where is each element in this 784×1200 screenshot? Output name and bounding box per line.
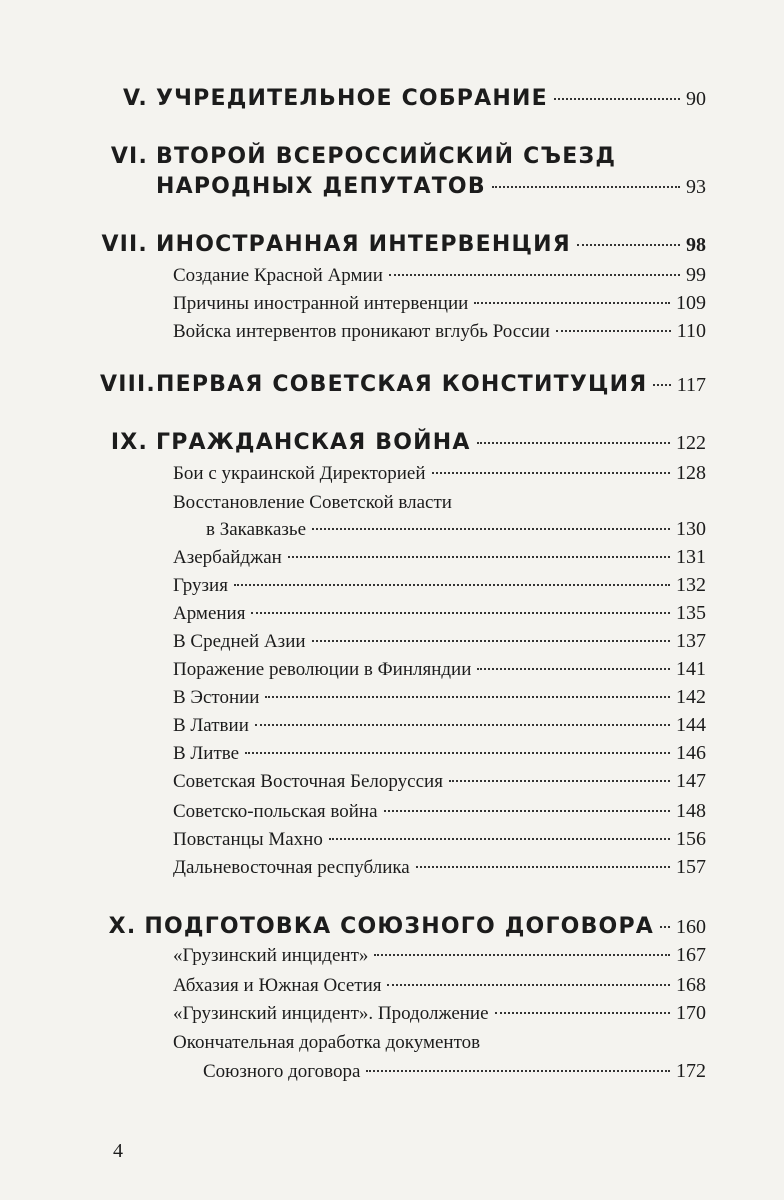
chapter-number: IX. bbox=[110, 430, 148, 455]
dot-leader bbox=[234, 584, 670, 586]
page-number: 167 bbox=[676, 944, 706, 966]
toc-entry bbox=[173, 658, 706, 681]
entry-title: В Латвии bbox=[173, 715, 249, 736]
toc-entry bbox=[173, 602, 706, 625]
toc-chapter-6-line2 bbox=[156, 174, 706, 199]
toc-entry-multiline bbox=[173, 492, 706, 514]
toc-chapter-5 bbox=[100, 86, 706, 111]
toc-entry-multiline bbox=[173, 1032, 706, 1054]
entry-title: Поражение революции в Финляндии bbox=[173, 659, 472, 680]
entry-title: Окончательная доработка документов bbox=[173, 1032, 481, 1053]
dot-leader bbox=[556, 330, 671, 332]
dot-leader bbox=[374, 954, 670, 956]
toc-entry bbox=[206, 518, 706, 541]
entry-title: Армения bbox=[173, 603, 246, 624]
chapter-title: ИНОСТРАННАЯ ИНТЕРВЕНЦИЯ bbox=[156, 232, 571, 257]
dot-leader bbox=[288, 556, 670, 558]
entry-title-continued: Союзного договора bbox=[203, 1061, 361, 1082]
page-number: 99 bbox=[686, 264, 706, 286]
page-number: 142 bbox=[676, 686, 706, 708]
toc-entry bbox=[173, 292, 706, 315]
toc-entry bbox=[173, 546, 706, 569]
dot-leader bbox=[449, 780, 670, 782]
chapter-title: ПОДГОТОВКА СОЮЗНОГО ДОГОВОРА bbox=[144, 914, 654, 939]
page-number: 141 bbox=[676, 658, 706, 680]
entry-title: «Грузинский инцидент». Продолжение bbox=[173, 1003, 489, 1024]
page-number: 172 bbox=[676, 1060, 706, 1082]
page-number: 109 bbox=[676, 292, 706, 314]
toc-entry bbox=[173, 770, 706, 793]
dot-leader bbox=[265, 696, 670, 698]
toc-entry bbox=[173, 800, 706, 823]
page-number: 110 bbox=[676, 320, 706, 342]
entry-title: В Средней Азии bbox=[173, 631, 306, 652]
page-number: 144 bbox=[676, 714, 706, 736]
entry-title: Создание Красной Армии bbox=[173, 265, 383, 286]
dot-leader bbox=[251, 612, 670, 614]
dot-leader bbox=[653, 384, 670, 386]
entry-title: Бои с украинской Директорией bbox=[173, 463, 426, 484]
page-number: 135 bbox=[676, 602, 706, 624]
page-number: 98 bbox=[686, 234, 706, 256]
dot-leader bbox=[474, 302, 670, 304]
page-number: 137 bbox=[676, 630, 706, 652]
dot-leader bbox=[366, 1070, 670, 1072]
dot-leader bbox=[495, 1012, 670, 1014]
dot-leader bbox=[389, 274, 680, 276]
dot-leader bbox=[416, 866, 670, 868]
toc-entry bbox=[173, 574, 706, 597]
entry-title: Грузия bbox=[173, 575, 228, 596]
entry-title: В Литве bbox=[173, 743, 240, 764]
dot-leader bbox=[387, 984, 670, 986]
chapter-number: V. bbox=[123, 86, 148, 111]
page-number: 128 bbox=[676, 462, 706, 484]
toc-chapter-10 bbox=[100, 914, 706, 939]
toc-entry bbox=[173, 714, 706, 737]
toc-chapter-6-line1 bbox=[100, 144, 706, 169]
entry-title: Советская Восточная Белоруссия bbox=[173, 771, 443, 792]
toc-entry bbox=[173, 944, 706, 967]
chapter-title: ПЕРВАЯ СОВЕТСКАЯ КОНСТИТУЦИЯ bbox=[156, 372, 648, 397]
page-number: 117 bbox=[676, 374, 706, 396]
dot-leader bbox=[554, 98, 680, 100]
entry-title: «Грузинский инцидент» bbox=[173, 945, 369, 966]
toc-chapter-7 bbox=[100, 232, 706, 257]
dot-leader bbox=[255, 724, 670, 726]
chapter-number: VI. bbox=[110, 144, 148, 169]
dot-leader bbox=[432, 472, 671, 474]
page-number: 132 bbox=[676, 574, 706, 596]
dot-leader bbox=[245, 752, 670, 754]
entry-title: Войска интервентов проникают вглубь России bbox=[173, 321, 550, 342]
entry-title: Причины иностранной интервенции bbox=[173, 293, 469, 314]
page-number: 90 bbox=[686, 88, 706, 110]
page-number: 131 bbox=[676, 546, 706, 568]
toc-chapter-9 bbox=[100, 430, 706, 455]
toc-entry bbox=[173, 1002, 706, 1025]
dot-leader bbox=[477, 442, 670, 444]
entry-title: Азербайджан bbox=[173, 547, 282, 568]
entry-title: В Эстонии bbox=[173, 687, 260, 708]
chapter-number: X. bbox=[108, 914, 137, 939]
dot-leader bbox=[384, 810, 670, 812]
dot-leader bbox=[477, 668, 670, 670]
page-number: 160 bbox=[676, 916, 706, 938]
toc-chapter-8 bbox=[100, 372, 706, 397]
entry-title: Повстанцы Махно bbox=[173, 829, 323, 850]
entry-title: Абхазия и Южная Осетия bbox=[173, 975, 382, 996]
entry-title: Советско-польская война bbox=[173, 801, 378, 822]
chapter-title: ГРАЖДАНСКАЯ ВОЙНА bbox=[156, 430, 471, 455]
page-number: 122 bbox=[676, 432, 706, 454]
dot-leader bbox=[577, 244, 680, 246]
dot-leader bbox=[312, 528, 670, 530]
dot-leader bbox=[492, 186, 680, 188]
page-number: 147 bbox=[676, 770, 706, 792]
toc-entry bbox=[173, 630, 706, 653]
page-number: 146 bbox=[676, 742, 706, 764]
entry-title: Дальневосточная республика bbox=[173, 857, 410, 878]
dot-leader bbox=[329, 838, 670, 840]
toc-entry bbox=[173, 974, 706, 997]
page-number: 170 bbox=[676, 1002, 706, 1024]
chapter-title-continued: НАРОДНЫХ ДЕПУТАТОВ bbox=[156, 174, 486, 199]
page-number: 130 bbox=[676, 518, 706, 540]
chapter-number: VIII. bbox=[100, 372, 156, 397]
toc-entry bbox=[173, 828, 706, 851]
chapter-title: ВТОРОЙ ВСЕРОССИЙСКИЙ СЪЕЗД bbox=[156, 144, 617, 169]
page-number: 148 bbox=[676, 800, 706, 822]
entry-title: Восстановление Советской власти bbox=[173, 492, 452, 513]
toc-entry bbox=[173, 742, 706, 765]
page-number: 157 bbox=[676, 856, 706, 878]
chapter-title: УЧРЕДИТЕЛЬНОЕ СОБРАНИЕ bbox=[156, 86, 548, 111]
dot-leader bbox=[660, 926, 670, 928]
chapter-number: VII. bbox=[101, 232, 148, 257]
toc-entry bbox=[203, 1060, 706, 1083]
dot-leader bbox=[312, 640, 670, 642]
entry-title-continued: в Закавказье bbox=[206, 519, 307, 540]
page-number: 156 bbox=[676, 828, 706, 850]
toc-entry bbox=[173, 264, 706, 287]
page-folio: 4 bbox=[113, 1140, 123, 1162]
toc-entry bbox=[173, 856, 706, 879]
page-number: 168 bbox=[676, 974, 706, 996]
toc-entry bbox=[173, 462, 706, 485]
toc-entry bbox=[173, 320, 706, 343]
page-number: 93 bbox=[686, 176, 706, 198]
toc-entry bbox=[173, 686, 706, 709]
